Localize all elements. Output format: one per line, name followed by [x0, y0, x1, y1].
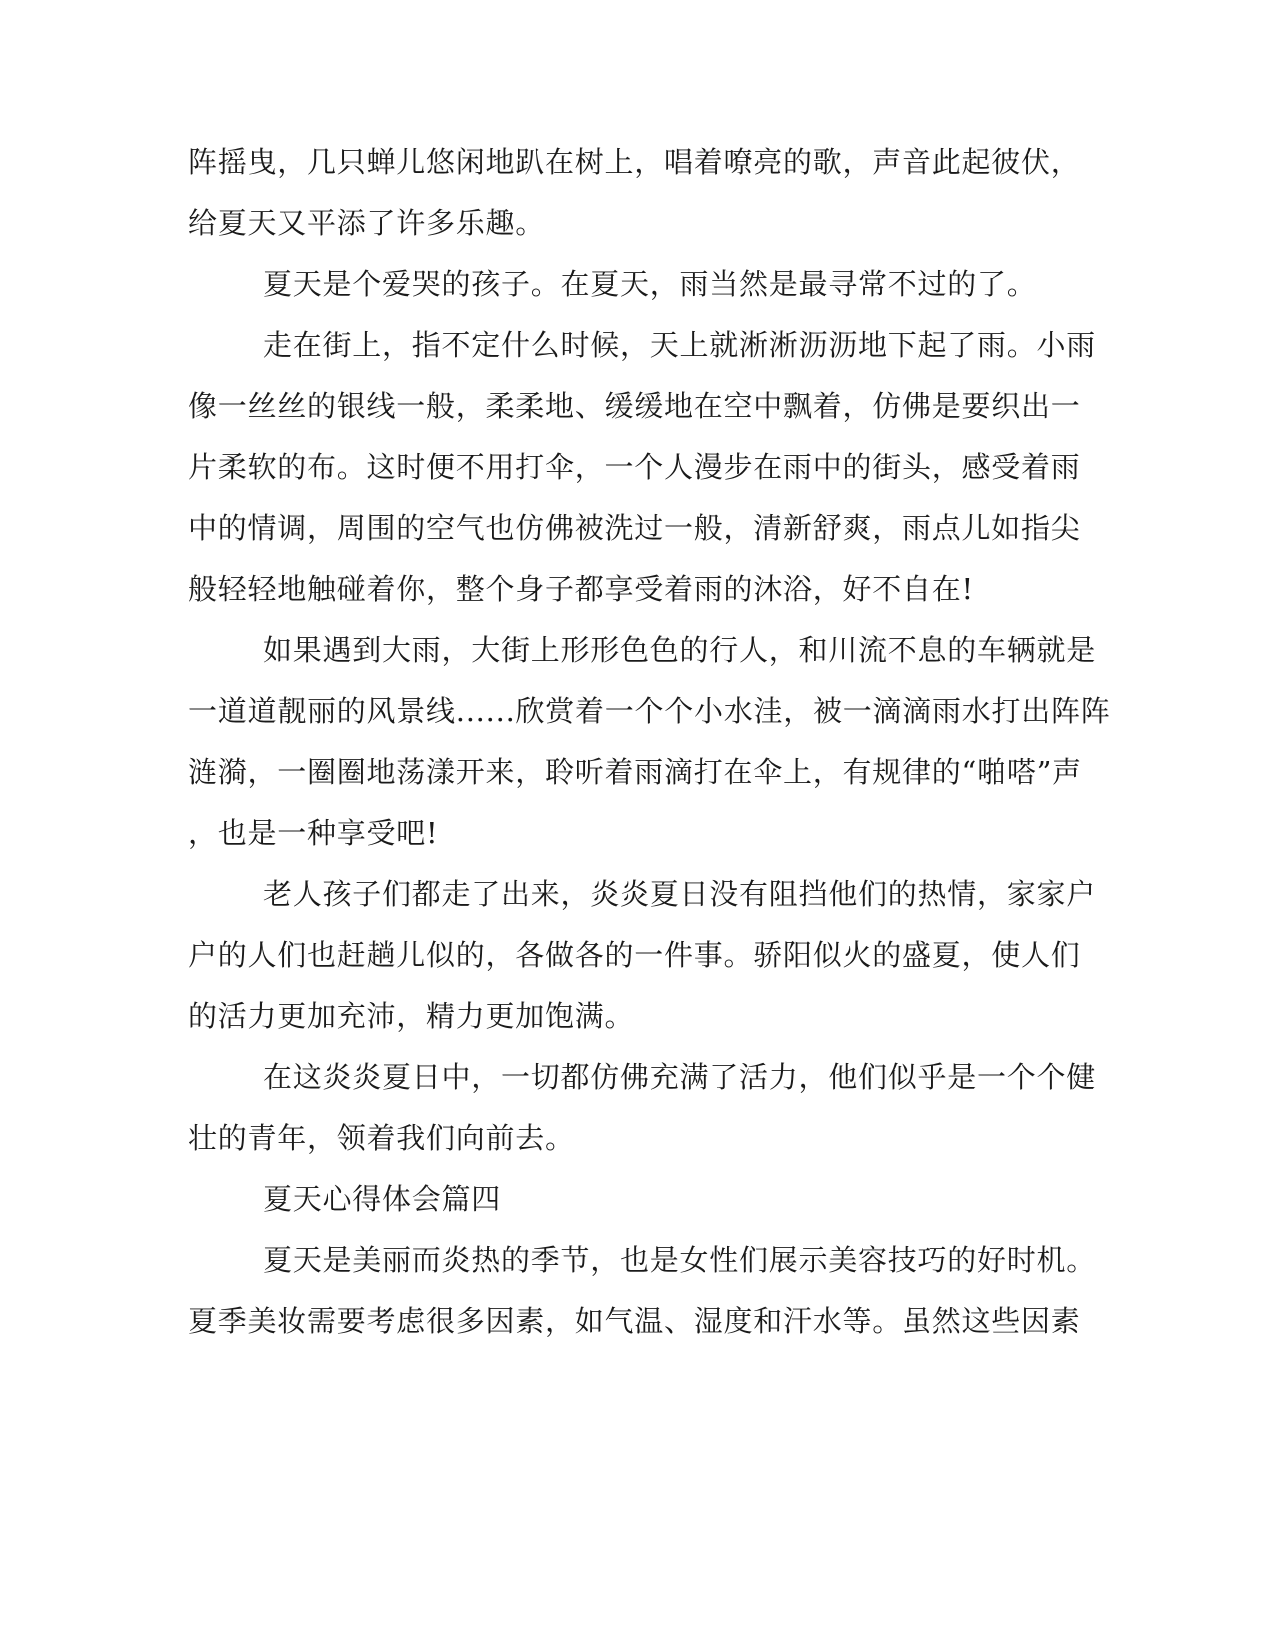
- text-line: 如果遇到大雨，大街上形形色色的行人，和川流不息的车辆就是: [263, 633, 1097, 667]
- text-line: 夏天是个爱哭的孩子。在夏天，雨当然是最寻常不过的了。: [263, 267, 1037, 301]
- text-line: 户的人们也赶趟儿似的，各做各的一件事。骄阳似火的盛夏，使人们: [188, 938, 1081, 972]
- text-line: 的活力更加充沛，精力更加饱满。: [188, 999, 635, 1033]
- text-line: 壮的青年，领着我们向前去。: [188, 1121, 575, 1155]
- text-line: 片柔软的布。这时便不用打伞，一个人漫步在雨中的街头，感受着雨: [188, 450, 1081, 484]
- section-heading: 夏天心得体会篇四: [263, 1182, 502, 1216]
- text-line: 夏季美妆需要考虑很多因素，如气温、湿度和汗水等。虽然这些因素: [188, 1304, 1081, 1338]
- text-line: ，也是一种享受吧!: [188, 816, 439, 850]
- text-line: 一道道靓丽的风景线......欣赏着一个个小水洼，被一滴滴雨水打出阵阵: [188, 694, 1111, 728]
- text-line: 阵摇曳，几只蝉儿悠闲地趴在树上，唱着嘹亮的歌，声音此起彼伏，: [188, 145, 1081, 179]
- text-line: 像一丝丝的银线一般，柔柔地、缓缓地在空中飘着，仿佛是要织出一: [188, 389, 1081, 423]
- body-text: [188, 132, 1111, 1352]
- text-line: 给夏天又平添了许多乐趣。: [188, 206, 546, 240]
- text-line: 般轻轻地触碰着你，整个身子都享受着雨的沐浴，好不自在!: [188, 572, 974, 606]
- text-line: 涟漪，一圈圈地荡漾开来，聆听着雨滴打在伞上，有规律的“啪嗒”声: [188, 755, 1082, 789]
- text-line: 在这炎炎夏日中，一切都仿佛充满了活力，他们似乎是一个个健: [263, 1060, 1097, 1094]
- text-line: 夏天是美丽而炎热的季节，也是女性们展示美容技巧的好时机。: [263, 1243, 1097, 1277]
- text-line: 走在街上，指不定什么时候，天上就淅淅沥沥地下起了雨。小雨: [263, 328, 1097, 362]
- text-line: 中的情调，周围的空气也仿佛被洗过一般，清新舒爽，雨点儿如指尖: [188, 511, 1081, 545]
- text-line: 老人孩子们都走了出来，炎炎夏日没有阻挡他们的热情，家家户: [263, 877, 1097, 911]
